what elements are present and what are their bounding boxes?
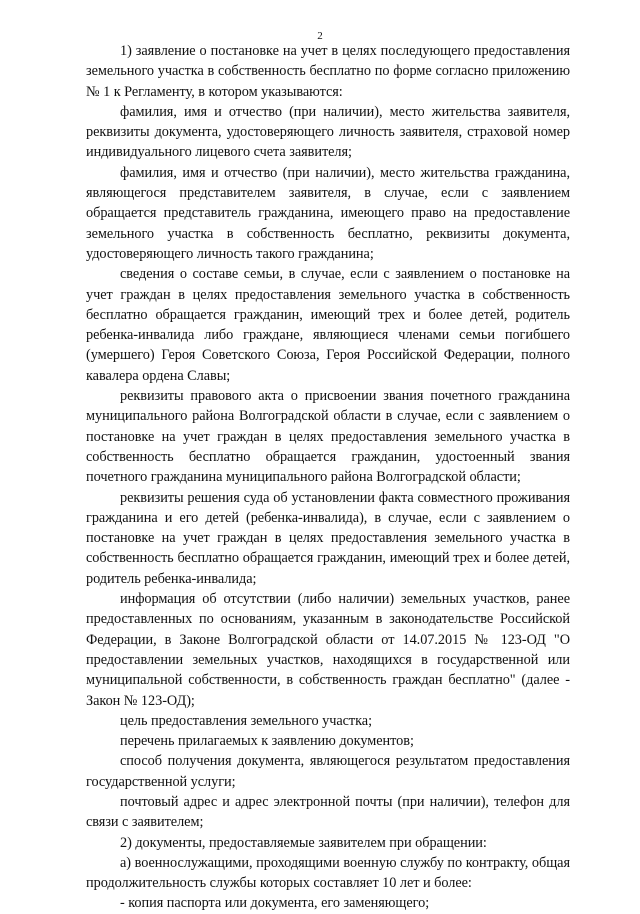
paragraph-purpose: цель предоставления земельного участка;	[120, 712, 373, 729]
paragraph-land-info: информация об отсутствии (либо наличии) земельных участков, ранее предоставленных по основаниям, указанным в законодательстве Российской Федерации, в Законе Волгоградской области от 14.07.2015 № 123-ОД "О предоставлении земельных участков, находящихся в государственной или муниципальной собственности, в собственность граждан бесплатно" (далее - Закон № 123-ОД);	[86, 591, 570, 709]
paragraph-submitted-documents: 2) документы, предоставляемые заявителем при обращении:	[120, 834, 487, 851]
page-number: 2	[317, 30, 323, 42]
paragraph-family-composition: сведения о составе семьи, в случае, если с заявлением о постановке на учет граждан в целях предоставления земельного участка в собственность бесплатно обращается гражданин, имеющий трех и более детей, родитель ребенка-инвалида либо граждане, являющиеся членами семьи погибшего (умершего) Героя Советского Союза, Героя Российской Федерации, полного кавалера ордена Славы;	[86, 266, 570, 384]
paragraph-honorary-citizen: реквизиты правового акта о присвоении звания почетного гражданина муниципального района Волгоградской области в случае, если с заявлением о постановке на учет граждан в целях предоставления земельного участка в собственность бесплатно обращается гражданин, удостоенный звания почетного гражданина муниципального района Волгоградской области;	[86, 388, 570, 486]
paragraph-applicant-name: фамилия, имя и отчество (при наличии), место жительства заявителя, реквизиты документа, удостоверяющего личность заявителя, страховой номер индивидуального лицевого счета заявителя;	[86, 103, 570, 161]
paragraph-representative: фамилия, имя и отчество (при наличии), место жительства гражданина, являющегося представителем заявителя, в случае, если с заявлением обращается представитель гражданина, имеющего право на предоставление земельного участка в собственность бесплатно, реквизиты документа, удостоверяющего личность такого гражданина;	[86, 164, 570, 262]
paragraph-documents-list: перечень прилагаемых к заявлению документов;	[120, 733, 414, 750]
paragraph-military: а) военнослужащими, проходящими военную службу по контракту, общая продолжительность службы которых составляет 10 лет и более:	[86, 854, 570, 892]
paragraph-application: 1) заявление о постановке на учет в целях последующего предоставления земельного участка в собственность бесплатно по форме согласно приложению № 1 к Регламенту, в котором указываются:	[86, 43, 570, 100]
paragraph-contacts: почтовый адрес и адрес электронной почты (при наличии), телефон для связи с заявителем;	[86, 793, 570, 831]
paragraph-court-decision: реквизиты решения суда об установлении факта совместного проживания гражданина и его детей (ребенка-инвалида), в случае, если с заявлением о постановке на учет граждан в целях предоставления земельного участка в собственность бесплатно обращается гражданин, имеющий трех и более детей, родитель ребенка-инвалида;	[86, 489, 570, 587]
paragraph-delivery-method: способ получения документа, являющегося результатом предоставления государственной услуги;	[86, 753, 570, 790]
document-body	[86, 41, 570, 914]
paragraph-passport-copy: - копия паспорта или документа, его заменяющего;	[120, 895, 430, 912]
